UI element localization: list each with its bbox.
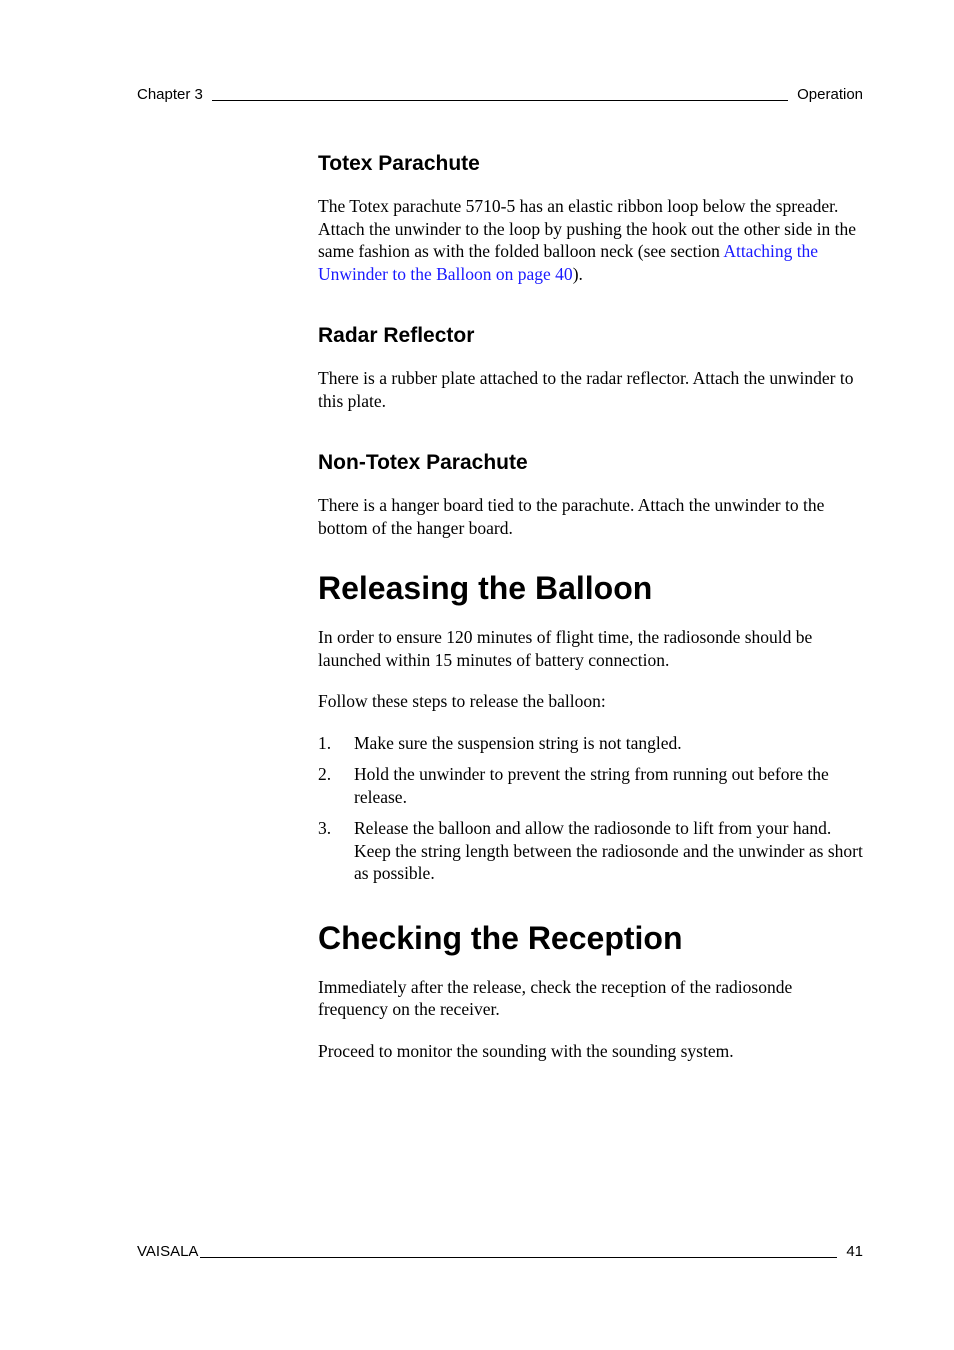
releasing-paragraph-1: In order to ensure 120 minutes of flight time, the radiosonde should be launched within 15 minutes of battery connection. bbox=[318, 627, 813, 670]
totex-text-end: ). bbox=[572, 263, 583, 284]
step-text: Release the balloon and allow the radiosonde to lift from your hand. Keep the string length between the radiosonde and the unwinder as short as possible. bbox=[354, 818, 863, 883]
running-header bbox=[137, 86, 863, 104]
heading-totex-parachute: Totex Parachute bbox=[318, 152, 480, 175]
cross-reference-link[interactable]: Attaching the Unwinder to the Balloon on page 40 bbox=[318, 241, 819, 284]
release-steps-list bbox=[318, 732, 863, 885]
step-number: 2. bbox=[318, 764, 332, 784]
step-number: 3. bbox=[318, 818, 332, 838]
section-label: Operation bbox=[797, 86, 863, 103]
heading-releasing-balloon: Releasing the Balloon bbox=[318, 570, 653, 606]
heading-non-totex-parachute: Non-Totex Parachute bbox=[318, 451, 528, 474]
checking-paragraph-1: Immediately after the release, check the reception of the radiosonde frequency on the receiver. bbox=[318, 976, 793, 1019]
list-item bbox=[318, 763, 863, 808]
radar-paragraph: There is a rubber plate attached to the radar reflector. Attach the unwinder to this plate. bbox=[318, 368, 854, 411]
step-text: Hold the unwinder to prevent the string from running out before the release. bbox=[354, 764, 829, 807]
chapter-label: Chapter 3 bbox=[137, 86, 203, 103]
checking-paragraph-2: Proceed to monitor the sounding with the sounding system. bbox=[318, 1040, 734, 1061]
list-item bbox=[318, 732, 863, 755]
step-number: 1. bbox=[318, 732, 332, 753]
releasing-paragraph-2: Follow these steps to release the balloon: bbox=[318, 691, 606, 711]
heading-radar-reflector: Radar Reflector bbox=[318, 324, 475, 347]
step-text: Make sure the suspension string is not tangled. bbox=[354, 732, 682, 753]
page-content bbox=[318, 150, 863, 1062]
totex-text: The Totex parachute 5710-5 has an elastic ribbon loop below the spreader. Attach the unwinder to the loop by pushing the hook out the other side in the same fashion as with the folded balloon neck (see section bbox=[318, 196, 857, 261]
footer-rule bbox=[200, 1256, 837, 1258]
list-item bbox=[318, 817, 863, 885]
page-number: 41 bbox=[846, 1243, 863, 1260]
header-rule bbox=[212, 99, 788, 101]
heading-checking-reception: Checking the Reception bbox=[318, 919, 683, 956]
non-totex-paragraph: There is a hanger board tied to the parachute. Attach the unwinder to the bottom of the hanger board. bbox=[318, 495, 825, 538]
company-name: VAISALA bbox=[137, 1243, 199, 1260]
totex-paragraph bbox=[318, 195, 863, 285]
running-footer bbox=[137, 1243, 863, 1261]
